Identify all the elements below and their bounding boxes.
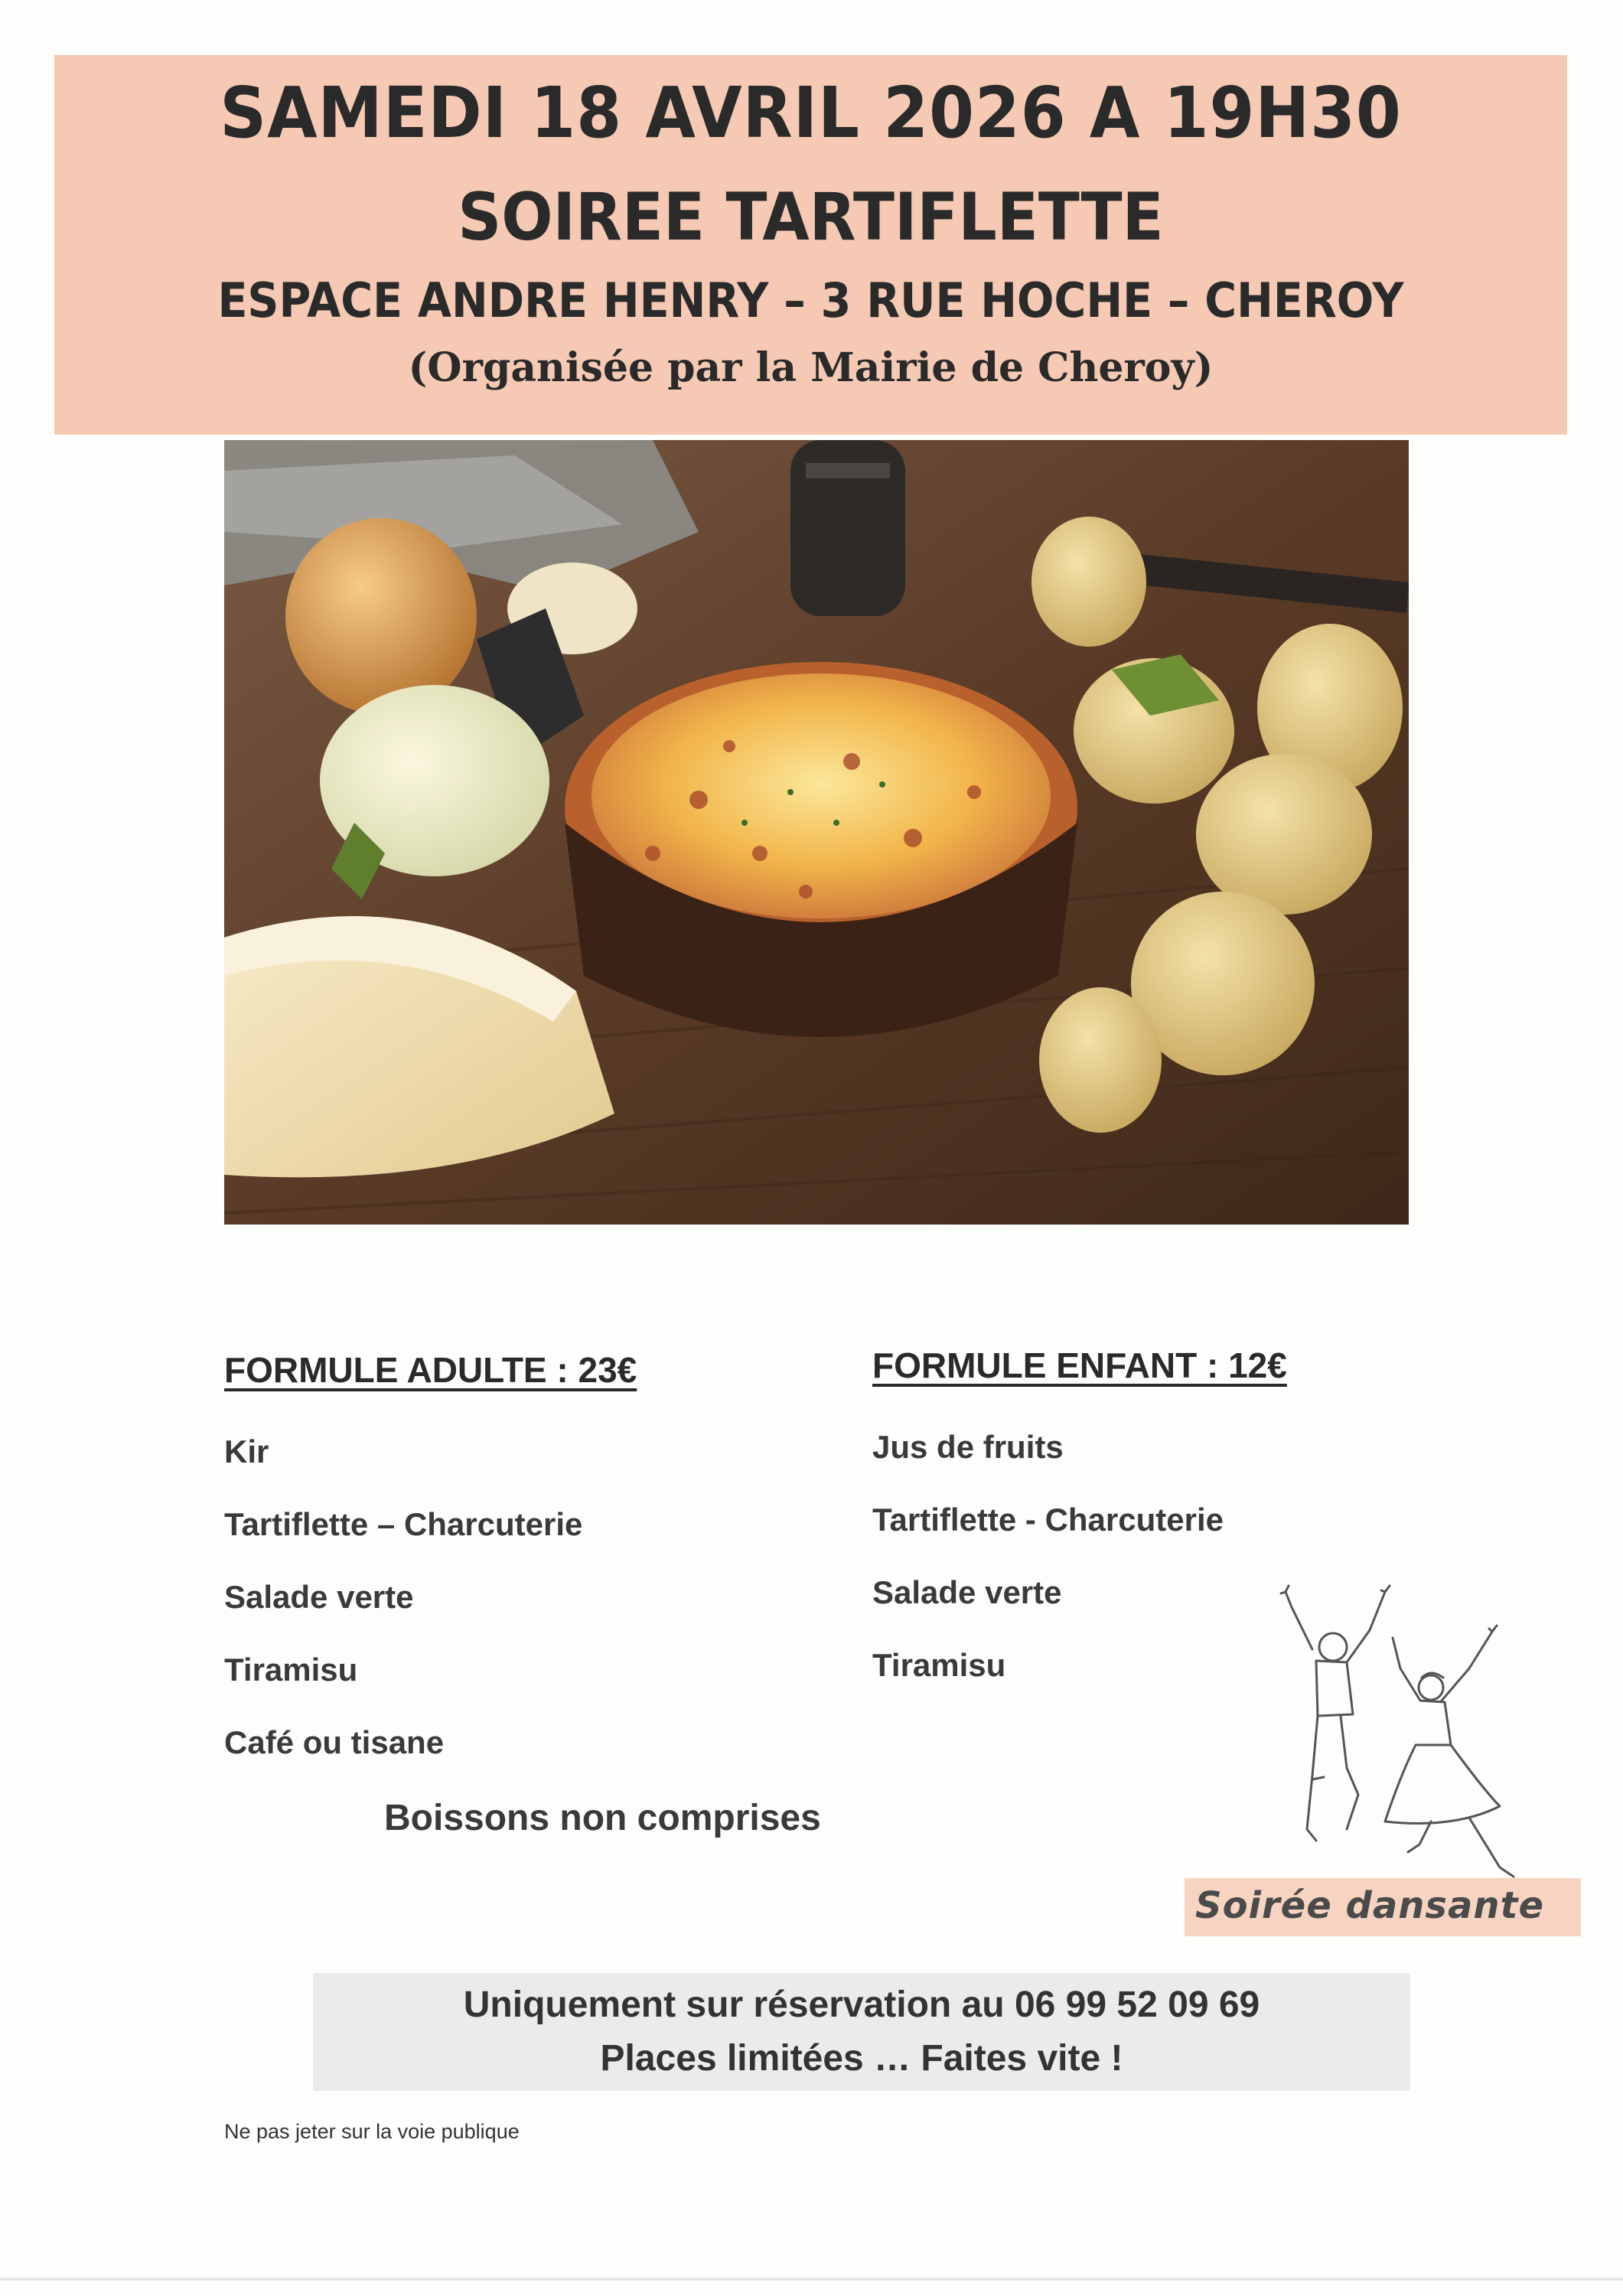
dancing-couple-icon <box>1270 1577 1523 1890</box>
event-organizer: (Organisée par la Mairie de Cheroy) <box>408 344 1214 391</box>
menu-adulte-item: Tartiflette – Charcuterie <box>224 1506 583 1542</box>
menu-adulte-item: Tiramisu <box>224 1652 358 1688</box>
menu-adulte-item: Salade verte <box>224 1579 414 1615</box>
menu-enfant-title: FORMULE ENFANT : 12€ <box>872 1345 1287 1385</box>
event-date: SAMEDI 18 AVRIL 2026 A 19H30 <box>220 72 1402 154</box>
drinks-not-included: Boissons non comprises <box>384 1798 821 1838</box>
header-banner <box>54 55 1567 435</box>
tartiflette-photo <box>224 440 1409 1225</box>
footer-note: Ne pas jeter sur la voie publique <box>224 2120 520 2143</box>
page-bottom-edge <box>0 2278 1623 2281</box>
menu-enfant-item: Salade verte <box>872 1574 1062 1610</box>
reservation-box <box>313 1973 1410 2091</box>
reservation-phone: Uniquement sur réservation au 06 99 52 09 69 <box>463 1985 1260 2025</box>
limited-places: Places limitées … Faites vite ! <box>600 2038 1123 2079</box>
menu-enfant-item: Tiramisu <box>872 1647 1006 1683</box>
dance-evening-label: Soirée dansante <box>1195 1884 1545 1927</box>
menu-enfant-item: Tartiflette - Charcuterie <box>872 1502 1224 1538</box>
dance-evening-banner <box>1185 1878 1581 1936</box>
event-location: ESPACE ANDRE HENRY – 3 RUE HOCHE – CHEROY <box>217 272 1404 328</box>
menu-adulte-item: Kir <box>224 1433 269 1469</box>
menu-enfant-item: Jus de fruits <box>872 1429 1064 1465</box>
event-title: SOIREE TARTIFLETTE <box>458 179 1164 256</box>
menu-adulte-item: Café ou tisane <box>224 1724 445 1760</box>
menu-adulte-title: FORMULE ADULTE : 23€ <box>224 1350 637 1390</box>
